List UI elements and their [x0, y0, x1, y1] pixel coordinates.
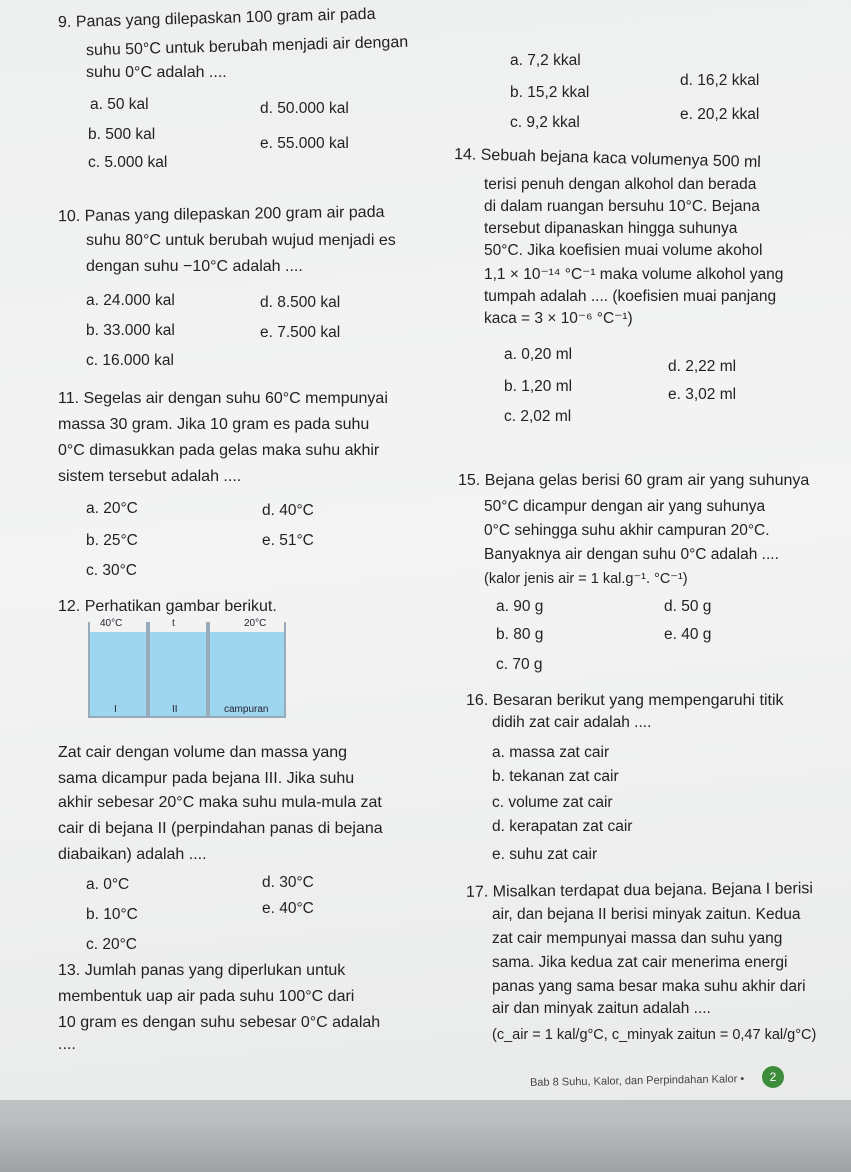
q10-line1: 10. Panas yang dilepaskan 200 gram air pada [57, 203, 385, 226]
q11-line4: sistem tersebut adalah .... [58, 468, 242, 485]
q17-line6: air dan minyak zaitun adalah .... [492, 1000, 711, 1017]
q15-line2: 50°C dicampur dengan air yang suhunya [484, 498, 766, 515]
q12-para3: akhir sebesar 20°C maka suhu mula-mula zat [58, 794, 382, 811]
q14-line6: 1,1 × 10⁻¹⁴ °C⁻¹ maka volume alkohol yang [484, 266, 784, 283]
q13-line2: membentuk uap air pada suhu 100°C dari [58, 988, 355, 1005]
q12-option-e: e. 40°C [262, 900, 314, 917]
q14-option-e: e. 3,02 ml [668, 386, 737, 403]
q17-line5: panas yang sama besar maka suhu akhir dari [492, 978, 806, 995]
q9-option-b: b. 500 kal [88, 126, 156, 143]
q10-option-d: d. 8.500 kal [260, 294, 341, 311]
q16-option-b: b. tekanan zat cair [492, 768, 619, 785]
q11-line2: massa 30 gram. Jika 10 gram es pada suhu [58, 416, 370, 433]
q13-option-a: a. 7,2 kkal [510, 52, 581, 69]
q14-line8: kaca = 3 × 10⁻⁶ °C⁻¹) [484, 310, 633, 327]
q11-option-c: c. 30°C [86, 562, 137, 579]
q9-option-d: d. 50.000 kal [260, 100, 349, 117]
q14-option-b: b. 1,20 ml [504, 378, 573, 395]
q11-option-e: e. 51°C [262, 532, 314, 549]
q14-line5: 50°C. Jika koefisien muai volume akohol [484, 242, 763, 259]
q12-option-d: d. 30°C [262, 874, 314, 891]
q14-line2: terisi penuh dengan alkohol dan berada [484, 176, 757, 193]
q17-line1: 17. Misalkan terdapat dua bejana. Bejana I berisi [465, 880, 813, 901]
q12-para4: cair di bejana II (perpindahan panas di bejana [58, 820, 383, 837]
q12-line1: 12. Perhatikan gambar berikut. [58, 598, 277, 615]
q15-option-a: a. 90 g [496, 598, 544, 615]
q15-option-e: e. 40 g [664, 626, 712, 643]
q15-line1: 15. Bejana gelas berisi 60 gram air yang suhunya [458, 472, 810, 489]
q15-option-d: d. 50 g [664, 598, 712, 615]
q13-option-c: c. 9,2 kkal [510, 114, 580, 131]
q15-option-b: b. 80 g [496, 626, 544, 643]
q13-line3: 10 gram es dengan suhu sebesar 0°C adalah [58, 1014, 381, 1031]
q11-option-b: b. 25°C [86, 532, 138, 549]
q13-option-b: b. 15,2 kkal [510, 84, 590, 101]
q10-option-c: c. 16.000 kal [86, 352, 174, 369]
q16-line2: didih zat cair adalah .... [492, 714, 652, 731]
q9-line2: suhu 50°C untuk berubah menjadi air dengan [85, 33, 409, 60]
vessel-2 [148, 622, 208, 718]
vessel-1 [88, 622, 148, 718]
vessel-3-label: campuran [224, 704, 269, 715]
q12-option-a: a. 0°C [86, 876, 130, 893]
q14-line3: di dalam ruangan bersuhu 10°C. Bejana [484, 198, 760, 215]
vessel-1-temp: 40°C [100, 618, 123, 629]
vessel-1-label: I [114, 704, 117, 715]
q9-option-a: a. 50 kal [90, 96, 149, 113]
q13-line4: .... [58, 1036, 76, 1053]
q10-option-e: e. 7.500 kal [260, 324, 341, 341]
q16-line1: 16. Besaran berikut yang mempengaruhi titik [466, 692, 784, 709]
q10-option-b: b. 33.000 kal [86, 322, 175, 339]
q15-line5: (kalor jenis air = 1 kal.g⁻¹. °C⁻¹) [484, 571, 688, 587]
q9-option-e: e. 55.000 kal [260, 135, 349, 152]
q12-option-b: b. 10°C [86, 906, 138, 923]
q13-option-d: d. 16,2 kkal [680, 72, 760, 89]
q12-para1: Zat cair dengan volume dan massa yang [58, 744, 348, 761]
q14-option-d: d. 2,22 ml [668, 358, 737, 375]
q15-line4: Banyaknya air dengan suhu 0°C adalah .... [484, 546, 779, 563]
q14-option-c: c. 2,02 ml [504, 408, 572, 425]
q17-line2: air, dan bejana II berisi minyak zaitun. Kedua [492, 906, 801, 923]
q14-option-a: a. 0,20 ml [504, 346, 573, 363]
page-footer: Bab 8 Suhu, Kalor, dan Perpindahan Kalor • [529, 1073, 745, 1089]
q16-option-e: e. suhu zat cair [492, 846, 598, 863]
q15-line3: 0°C sehingga suhu akhir campuran 20°C. [484, 522, 770, 539]
q11-line3: 0°C dimasukkan pada gelas maka suhu akhir [58, 442, 380, 459]
q12-option-c: c. 20°C [86, 936, 137, 953]
q14-line7: tumpah adalah .... (koefisien muai panjang [484, 288, 777, 305]
q14-line4: tersebut dipanaskan hingga suhunya [484, 220, 738, 237]
q10-line2: suhu 80°C untuk berubah wujud menjadi es [86, 232, 396, 249]
q12-para2: sama dicampur pada bejana III. Jika suhu [58, 770, 355, 787]
q16-option-a: a. massa zat cair [492, 744, 610, 761]
q12-para5: diabaikan) adalah .... [58, 846, 207, 863]
q11-line1: 11. Segelas air dengan suhu 60°C mempunyai [58, 390, 388, 407]
vessel-2-temp: t [172, 618, 175, 629]
q9-line1: 9. Panas yang dilepaskan 100 gram air pada [57, 5, 376, 32]
q13-option-e: e. 20,2 kkal [680, 106, 760, 123]
page-number-badge: 2 [762, 1066, 784, 1088]
q14-line1: 14. Sebuah bejana kaca volumenya 500 ml [453, 145, 762, 172]
q13-line1: 13. Jumlah panas yang diperlukan untuk [58, 962, 346, 979]
q10-line3: dengan suhu −10°C adalah .... [86, 258, 303, 275]
q11-option-d: d. 40°C [262, 502, 314, 519]
q15-option-c: c. 70 g [496, 656, 543, 673]
q11-option-a: a. 20°C [86, 500, 138, 517]
q9-line3: suhu 0°C adalah .... [86, 64, 227, 81]
q16-option-c: c. volume zat cair [492, 794, 613, 811]
vessel-2-label: II [172, 704, 178, 715]
q16-option-d: d. kerapatan zat cair [492, 818, 633, 835]
q17-line7: (c_air = 1 kal/g°C, c_minyak zaitun = 0,47 kal/g°C) [492, 1027, 817, 1043]
q9-option-c: c. 5.000 kal [88, 154, 168, 171]
q12-figure [88, 608, 288, 720]
vessel-3-temp: 20°C [244, 618, 267, 629]
q17-line3: zat cair mempunyai massa dan suhu yang [492, 930, 783, 947]
q17-line4: sama. Jika kedua zat cair menerima energi [492, 954, 788, 971]
q10-option-a: a. 24.000 kal [86, 292, 175, 309]
